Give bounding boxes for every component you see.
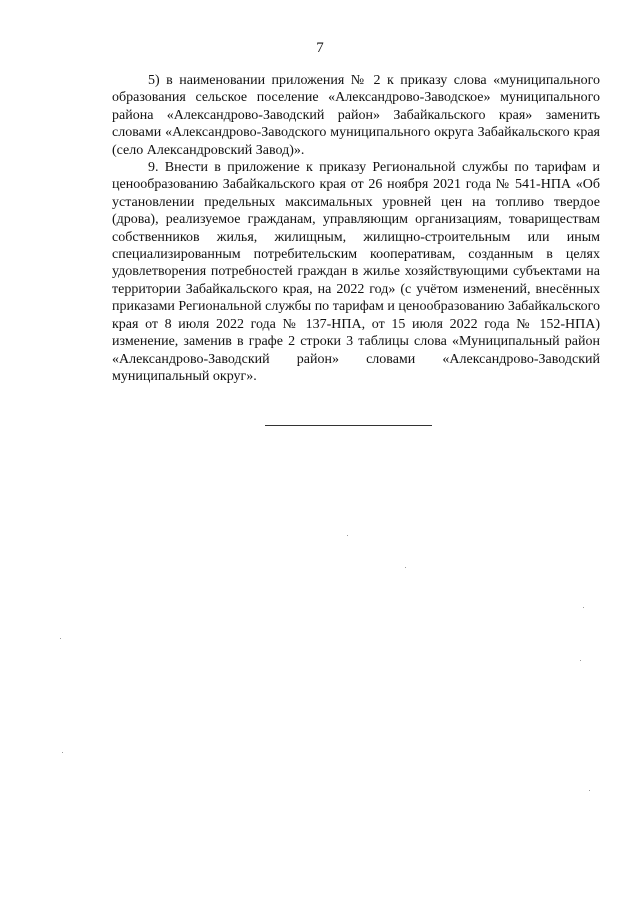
paragraph-item-5: 5) в наименовании приложения № 2 к приказу слова «муниципального образования сельское поселение «Александрово-Заводское» муниципального района «Александрово-Заводский район» Забайкальского края» заменить словами «Александрово-Заводского муниципального округа Забайкальского края (село Александровский Завод)».: [112, 73, 600, 158]
scan-speck: [60, 638, 61, 639]
scan-speck: [62, 752, 63, 753]
scan-speck: [580, 660, 581, 661]
document-body: [112, 72, 600, 385]
closing-separator-line: [265, 425, 432, 426]
scan-speck: [583, 607, 584, 608]
scan-speck: [347, 535, 348, 536]
scan-speck: [405, 567, 406, 568]
paragraph-item-9: 9. Внести в приложение к приказу Региональной службы по тарифам и ценообразованию Забайкальского края от 26 ноября 2021 года № 541-НПА «Об установлении предельных максимальных уровней цен на топливо твердое (дрова), реализуемое гражданам, управляющим организациям, товариществам собственников жилья, жилищным, жилищно-строительным или иным специализированным потребительским кооперативам, созданным в целях удовлетворения потребностей граждан в жилье хозяйствующими субъектами на территории Забайкальского края, на 2022 год» (с учётом изменений, внесённых приказами Региональной службы по тарифам и ценообразованию Забайкальского края от 8 июля 2022 года № 137-НПА, от 15 июля 2022 года № 152-НПА) изменение, заменив в графе 2 строки 3 таблицы слова «Муниципальный район «Александрово-Заводский район» словами «Александрово-Заводский муниципальный округ».: [112, 160, 600, 384]
scan-speck: [589, 790, 590, 791]
page-number: 7: [316, 40, 324, 56]
